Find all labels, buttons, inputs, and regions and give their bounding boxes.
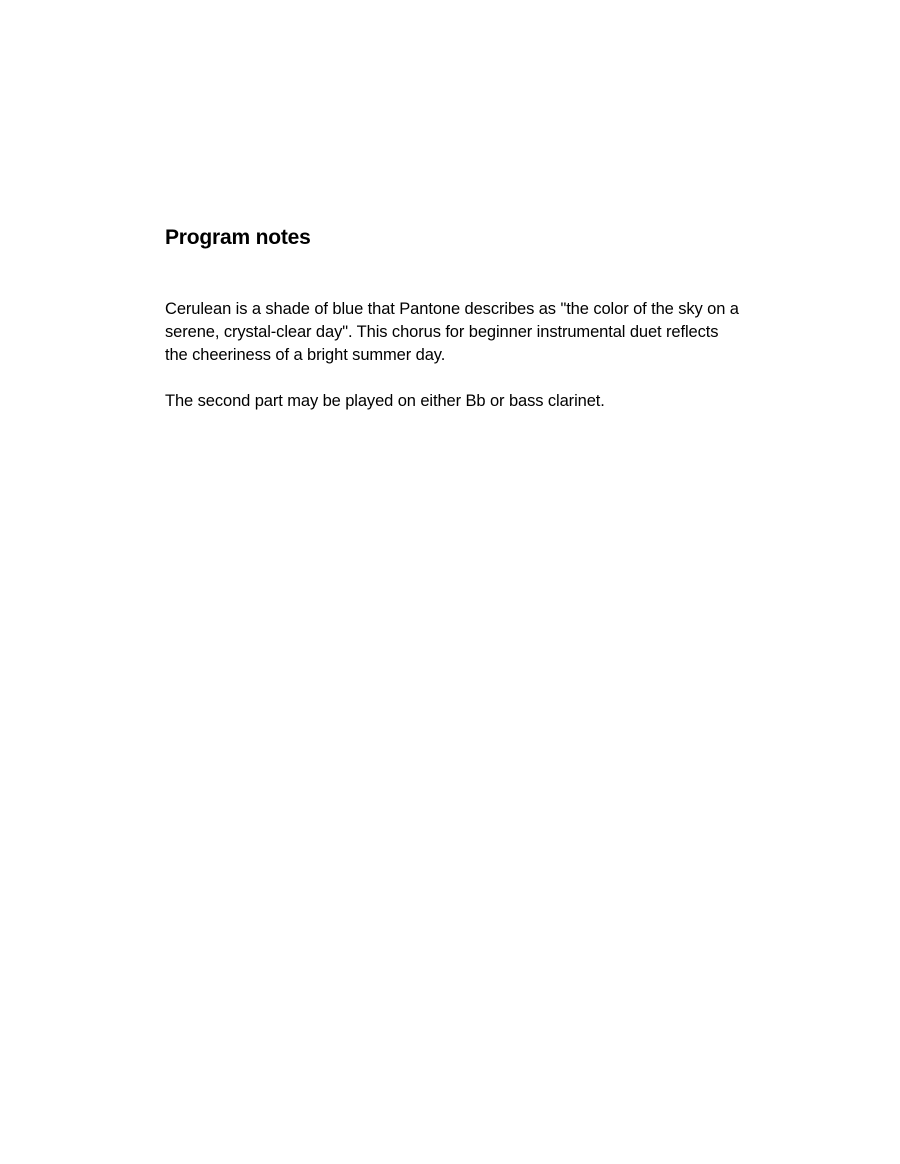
description-paragraph: Cerulean is a shade of blue that Pantone describes as "the color of the sky on a serene, crystal-clear day". This chorus for beginner instrumental duet reflects the cheeriness of a bright summer day. — [165, 300, 739, 364]
page-heading: Program notes — [165, 226, 311, 249]
program-notes-section — [165, 224, 745, 413]
instrumentation-paragraph: The second part may be played on either Bb or bass clarinet. — [165, 392, 605, 410]
